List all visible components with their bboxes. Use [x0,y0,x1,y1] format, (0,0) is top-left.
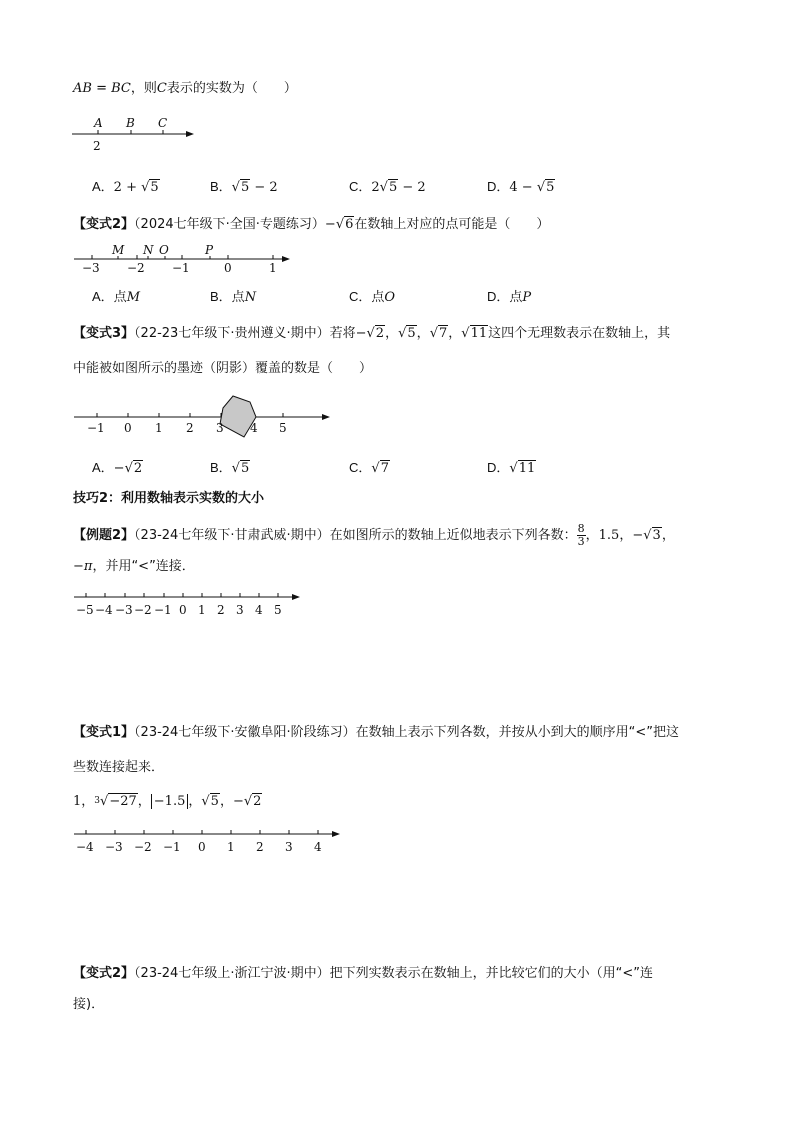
q2-option-d[interactable] [487,288,531,307]
q3-option-c[interactable]: C．√7 [349,460,389,476]
radicand: 5 [240,180,250,195]
ex2-stem-line1: 【例题2】（23-24七年级下·甘肃武威·期中）在如图所示的数轴上近似地表示下列各数： $\frac{8}{3}$ ，1.5，−√3， [73,522,675,548]
q1-label-b: B [126,116,135,130]
q2-tick-label: −2 [127,261,145,275]
option-label: B． [210,179,232,194]
option-post: − 2 [250,180,278,195]
v1-root5: 5 [210,794,219,809]
option-text: 点 [509,290,523,305]
v2-source: （23-24七年级上·浙江宁波·期中） [134,966,330,981]
q3-num: 7 [438,326,448,341]
q1-option-b[interactable] [210,178,278,197]
sqrt-sign: √ [335,217,345,232]
radicand: 5 [240,461,250,476]
q2-point-n: N [143,243,154,257]
radicand: 5 [546,180,555,195]
q3-tick-label: 1 [155,421,163,435]
v1-tick-label: −1 [163,840,181,854]
q2-stem [73,216,549,234]
q1-label-c: C [158,116,168,130]
q1-axis-arrow [186,131,194,137]
q3-tick-label: 0 [124,421,132,435]
v1-tick-label: 4 [314,840,322,854]
q1-eq: = [91,81,112,96]
option-point: M [126,290,140,305]
ex2-text: 在如图所示的数轴上近似地表示下列各数： [329,528,577,543]
q2-tag: 【变式2】 [73,217,135,232]
option-pre: 2 + [113,180,142,195]
q2-point-m: M [112,243,125,257]
q1-stem [73,80,297,98]
ex2-tick-label: 1 [198,603,206,617]
ex2-tick-label: −1 [154,603,172,617]
option-text: 点 [371,290,385,305]
q3-pre: 若将 [329,326,356,341]
q2-axis-arrow [282,256,290,262]
q3-tick-label: 4 [250,421,258,435]
v1-tag: 【变式1】 [73,725,135,740]
v1-tick-label: 2 [256,840,264,854]
v1-root2: 2 [253,794,262,809]
sqrt-sign: √ [536,180,546,195]
q3-option-a[interactable]: A．−√2 [92,460,143,476]
option-post: − 2 [398,180,426,195]
q2-option-c[interactable] [349,288,395,307]
q3-tick-label: 2 [186,421,194,435]
v1-cube-index: 3 [94,796,101,806]
q3-stem-line2: 中能被如图所示的墨迹（阴影）覆盖的数是（ ） [73,361,373,376]
q2-tick-label: −3 [82,261,100,275]
q3-option-d[interactable]: D．√11 [487,460,536,476]
ex2-tick-label: −5 [76,603,94,617]
radicand: 11 [518,461,536,476]
q1-label-a: A [94,116,103,130]
option-text: 点 [113,290,127,305]
q1-bc: BC [111,81,131,96]
v2-tag: 【变式2】 [73,966,135,981]
q3-num: 11 [470,326,488,341]
q3-tick-label: 5 [279,421,287,435]
v1-tick-label: −4 [76,840,94,854]
q3-axis-arrow [322,414,330,420]
ex2-tick-label: 5 [274,603,282,617]
q1-option-d[interactable] [487,178,555,197]
option-label: A． [92,460,114,475]
ex2-line2-tail: ，并用“<”连接． [92,559,195,574]
q1-number-line [66,112,206,156]
radicand: 5 [150,180,159,195]
sqrt-sign: √ [141,180,150,195]
option-label: D． [487,179,510,194]
q2-number-line [70,240,300,276]
ex2-n2-pre: − [632,528,644,543]
q2-point-o: O [159,243,169,257]
frac-den: 3 [577,535,585,548]
option-point: P [522,290,532,305]
tip2-title: 技巧2：利用数轴表示实数的大小 [73,491,265,506]
ex2-tick-label: −3 [115,603,133,617]
option-pre: 4 − [509,180,537,195]
ex2-tick-label: 3 [236,603,244,617]
sqrt-sign: √ [379,180,388,195]
q3-number-line [70,390,340,442]
q2-tick-label: 1 [269,261,277,275]
v1-tick-label: 0 [198,840,206,854]
q2-minus: − [324,217,336,232]
q3-num: 2 [375,326,385,341]
q3-tick-label: 3 [216,421,224,435]
q3-tag: 【变式3】 [73,326,135,341]
option-pre: 2 [371,180,380,195]
q1-then: ，则 [130,81,157,96]
radicand: 2 [133,461,143,476]
ex2-axis-arrow [292,594,300,600]
ex2-tick-label: −2 [134,603,152,617]
radicand: 7 [380,461,389,476]
option-point: N [244,290,257,305]
q1-option-a[interactable] [92,178,160,197]
v1-source: （23-24七年级下·安徽阜阳·阶段练习） [134,725,356,740]
ex2-number-line [70,588,310,622]
q3-tick-label: −1 [87,421,105,435]
v1-number-line [70,825,350,859]
sqrt-sign: √ [231,180,240,195]
option-label: C． [349,289,372,304]
q1-option-c[interactable] [349,178,426,197]
q3-source: （22-23七年级下·贵州遵义·期中） [134,326,330,341]
q2-radicand: 6 [345,217,354,232]
v1-numbers: 1，$^3$√−27， −1.5 ，√5，−√2 [73,794,262,809]
v2-text: 把下列实数表示在数轴上，并比较它们的大小（用“<”连 [329,966,653,981]
ex2-tick-label: 0 [179,603,187,617]
ex2-fraction [577,523,586,548]
option-label: A． [92,179,114,194]
v1-tick-label: −2 [134,840,152,854]
option-point: O [384,290,396,305]
q3-mid: 这四个无理数表示在数轴上，其 [488,326,671,341]
option-label: B． [210,460,232,475]
option-label: A． [92,289,114,304]
option-label: D． [487,289,510,304]
ex2-tick-label: −4 [95,603,113,617]
q2-source: （2024七年级下·全国·专题练习） [134,217,325,232]
v1-text: 在数轴上表示下列各数，并按从小到大的顺序用“<”把这 [355,725,679,740]
ex2-stem-line2 [73,558,195,576]
v1-stem-line1 [73,724,679,742]
v1-cube-radicand: −27 [109,794,137,809]
option-label: D． [487,460,510,475]
v1-tick-label: 1 [227,840,235,854]
v1-tick-label: −3 [105,840,123,854]
q1-value-a: 2 [93,139,101,153]
q3-stem-line1: 【变式3】（22-23七年级下·贵州遵义·期中）若将−√2，√5，√7，√11这四个无理数表示在数轴上，其 [73,326,671,341]
ex2-neg-pi: −π [73,559,93,574]
v1-n1: 1 [73,794,82,809]
v1-minus: − [232,794,244,809]
v1-stem-line2: 些数连接起来． [73,760,165,775]
ex2-tag: 【例题2】 [73,528,135,543]
q2-option-b[interactable] [210,288,256,307]
option-text: 点 [231,290,245,305]
option-label: C． [349,179,372,194]
v1-abs-value: −1.5 [151,794,189,809]
option-pre: − [113,461,125,476]
q1-ab: AB [73,81,92,96]
v1-tick-label: 3 [285,840,293,854]
ex2-source: （23-24七年级下·甘肃武威·期中） [134,528,330,543]
q2-tail: 在数轴上对应的点可能是（ ） [354,217,550,232]
q2-tick-label: 0 [224,261,232,275]
q2-tick-label: −1 [172,261,190,275]
frac-num: 8 [577,522,585,535]
ex2-n2-rad: 3 [652,528,661,543]
q2-option-a[interactable] [92,288,140,307]
option-label: B． [210,289,232,304]
ex2-tick-label: 4 [255,603,263,617]
v1-axis-arrow [332,831,340,837]
v2-stem-line2: 接)． [73,997,105,1012]
radicand: 5 [388,180,398,195]
q3-num: 5 [407,326,416,341]
q2-point-p: P [205,243,214,257]
ex2-n1: 1.5 [598,528,620,543]
option-label: C． [349,460,372,475]
q3-option-b[interactable]: B．√5 [210,460,250,476]
v2-stem-line1 [73,965,653,983]
ex2-tick-label: 2 [217,603,225,617]
q1-tail: 表示的实数为（ ） [166,81,297,96]
q1-c: C [156,81,167,96]
